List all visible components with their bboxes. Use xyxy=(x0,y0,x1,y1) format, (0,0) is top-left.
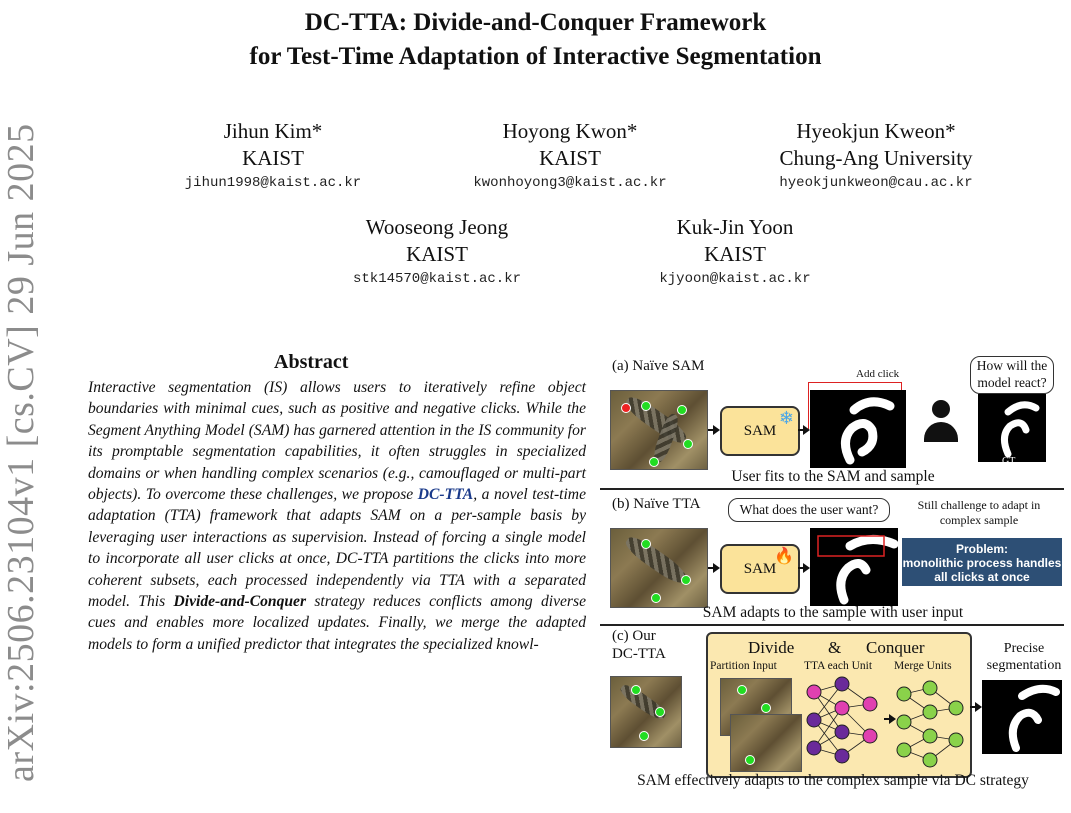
positive-click xyxy=(761,703,771,713)
abstract-part: , a novel test-time adaptation (TTA) framework that adapts SAM on a per-sample basis by leveraging user interactions as supervision. Instead of forcing a single model to incorporate all user clicks at once, DC-TTA partitions the clicks into more coherent subsets, each processed independently via TTA with a separated model. This xyxy=(88,486,586,611)
author-affiliation: KAIST xyxy=(406,242,468,266)
title-line-1: DC-TTA: Divide-and-Conquer Framework xyxy=(304,9,767,36)
panel-b-label: (b) Naïve TTA xyxy=(612,496,701,512)
title-line-2: for Test-Time Adaptation of Interactive Segmentation xyxy=(249,43,822,70)
arxiv-identifier[interactable]: arXiv:2506.23104v1 [cs.CV] 29 Jun 2025 xyxy=(0,123,42,782)
panel-a-caption: User fits to the SAM and sample xyxy=(731,468,935,485)
panel-b-caption: SAM adapts to the sample with user input xyxy=(702,604,964,621)
sam-box-b xyxy=(720,544,800,594)
sam-label: SAM xyxy=(743,422,777,439)
abstract-heading: Abstract xyxy=(274,351,349,373)
tta-units-network xyxy=(802,674,882,774)
paper-title xyxy=(0,6,1071,74)
author-email[interactable]: jihun1998@kaist.ac.kr xyxy=(184,175,362,191)
ampersand: & xyxy=(828,638,842,657)
fire-icon: 🔥 xyxy=(774,548,794,565)
author-5 xyxy=(610,214,860,290)
author-4 xyxy=(312,214,562,290)
model-question-bubble: What does the user want? xyxy=(728,498,890,522)
add-click-label: Add click xyxy=(856,368,900,380)
panel-divider xyxy=(600,488,1064,490)
teaser-figure xyxy=(598,350,1068,790)
challenge-note: Still challenge to adapt in complex sample xyxy=(917,498,1041,527)
positive-click xyxy=(649,457,659,467)
author-1 xyxy=(148,118,398,194)
merge-label: Merge Units xyxy=(894,660,952,672)
author-name: Jihun Kim* xyxy=(223,119,323,143)
merged-network xyxy=(894,678,966,768)
sam-mask-output xyxy=(810,390,906,468)
input-image xyxy=(610,390,708,470)
positive-click xyxy=(639,731,649,741)
panel-c-label-2: DC-TTA xyxy=(612,646,666,662)
author-affiliation: KAIST xyxy=(704,242,766,266)
author-email[interactable]: kjyoon@kaist.ac.kr xyxy=(659,271,811,287)
gt-label: GT xyxy=(1002,456,1016,467)
flow-arrow xyxy=(970,706,980,708)
snake-shape xyxy=(622,393,690,448)
panel-c-caption: SAM effectively adapts to the complex sample via DC strategy xyxy=(637,772,1029,789)
strategy-name: Divide-and-Conquer xyxy=(173,593,307,611)
positive-click xyxy=(631,685,641,695)
mask-shape xyxy=(982,680,1062,754)
panel-c-label-1: (c) Our xyxy=(612,628,656,644)
partitioned-input xyxy=(730,714,802,772)
author-affiliation: KAIST xyxy=(539,146,601,170)
precise-mask-output xyxy=(982,680,1062,754)
problem-box xyxy=(902,538,1062,586)
ground-truth-mask xyxy=(978,394,1046,462)
abstract-part: Interactive segmentation (IS) allows users to iteratively refine object boundaries with minimal cues, such as positive and negative clicks. While the Segment Anything Model (SAM) has garnered attention in the IS community for its promptable segmentation capabilities, it often struggles in specialized domains or when handling complex scenarios (e.g., camouflaged or multi-part objects). To overcome these challenges, we propose xyxy=(88,379,586,504)
user-question-bubble: How will the model react? xyxy=(970,356,1054,394)
positive-click xyxy=(641,539,651,549)
tta-label: TTA each Unit xyxy=(804,660,873,672)
tta-mask-output xyxy=(810,528,898,606)
mask-shape xyxy=(810,528,898,606)
divide-label: Divide xyxy=(748,638,795,657)
problem-text: monolithic process handles all clicks at once xyxy=(902,556,1062,584)
flow-arrow xyxy=(708,429,718,431)
partition-label: Partition Input xyxy=(710,660,777,672)
author-affiliation: Chung-Ang University xyxy=(779,146,973,170)
positive-click xyxy=(737,685,747,695)
author-3 xyxy=(740,118,1012,194)
precise-segmentation-label: Precise segmentation xyxy=(986,641,1062,673)
positive-click xyxy=(677,405,687,415)
negative-click xyxy=(621,403,631,413)
panel-a-label: (a) Naïve SAM xyxy=(612,358,705,374)
flow-arrow xyxy=(884,718,894,720)
author-affiliation: KAIST xyxy=(242,146,304,170)
abstract-part: strategy reduces conflicts among diverse cues and enables more localized updates. Finally, we merge the adapted models to form a unified predictor that integrates the specialized knowl- xyxy=(88,593,586,653)
positive-click xyxy=(651,593,661,603)
snake-shape xyxy=(622,533,690,588)
positive-click xyxy=(681,575,691,585)
input-image-c xyxy=(610,676,682,748)
positive-click xyxy=(683,439,693,449)
sam-box-a xyxy=(720,406,800,456)
snowflake-icon: ❄ xyxy=(778,408,794,428)
positive-click xyxy=(655,707,665,717)
sam-label: SAM xyxy=(743,560,777,577)
method-name: DC-TTA xyxy=(417,486,474,504)
abstract-text xyxy=(88,377,586,655)
panel-divider xyxy=(600,624,1064,626)
mask-shape xyxy=(810,390,906,468)
flow-arrow xyxy=(798,567,808,569)
author-name: Wooseong Jeong xyxy=(365,215,509,239)
author-2 xyxy=(440,118,700,194)
author-email[interactable]: hyeokjunkweon@cau.ac.kr xyxy=(779,175,973,191)
author-name: Hyeokjun Kweon* xyxy=(796,119,956,143)
user-icon xyxy=(924,400,958,450)
author-name: Kuk-Jin Yoon xyxy=(676,215,794,239)
positive-click xyxy=(745,755,755,765)
flow-arrow xyxy=(708,567,718,569)
gt-shape xyxy=(978,394,1046,462)
conquer-label: Conquer xyxy=(866,638,925,657)
divide-and-conquer-box xyxy=(706,632,972,778)
positive-click xyxy=(641,401,651,411)
input-image-b xyxy=(610,528,708,608)
author-email[interactable]: kwonhoyong3@kaist.ac.kr xyxy=(473,175,667,191)
flow-arrow xyxy=(798,429,808,431)
author-email[interactable]: stk14570@kaist.ac.kr xyxy=(352,271,522,287)
problem-title: Problem: xyxy=(955,542,1008,556)
author-name: Hoyong Kwon* xyxy=(502,119,638,143)
